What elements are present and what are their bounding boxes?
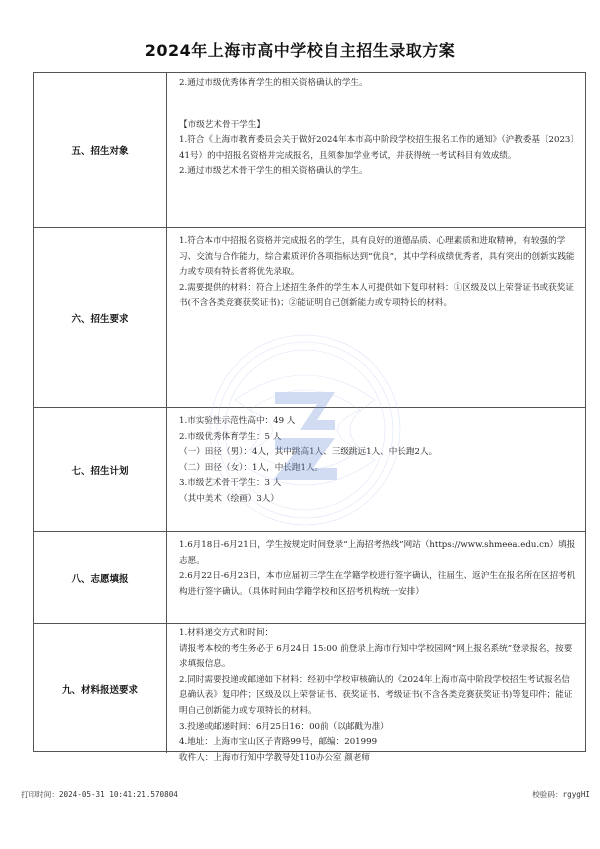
paragraph: 2.同时需要投递或邮递如下材料：经初中学校审核确认的《2024年上海市高中阶段学校招生考试报名信息确认表》复印件；区级及以上荣誉证书、获奖证书、考级证书(不含各类竞赛获奖证书)等复印件；能证明自己创新能力或专项特长的材料。 [179, 674, 573, 716]
admission-table [33, 72, 586, 763]
page-title: 2024年上海市高中学校自主招生录取方案 [144, 41, 456, 60]
check-code: 校验码：rgygHI [532, 790, 590, 799]
row-label: 六、招生要求 [34, 228, 167, 407]
row-label: 七、招生计划 [34, 408, 167, 531]
paragraph: 2.市级优秀体育学生：5 人 [179, 431, 282, 442]
row-label: 五、招生对象 [34, 73, 167, 227]
table-row [34, 623, 585, 763]
table-row [34, 73, 585, 227]
paragraph: 1.材料递交方式和时间： [179, 628, 274, 638]
paragraph: 3.市级艺术骨干学生：3 人 [179, 478, 282, 489]
table-row [34, 531, 585, 623]
paragraph: 2.6月22日-6月23日，本市应届初三学生在学籍学校进行签字确认，往届生、返沪生在报名所在区招考机构进行签字确认。（具体时间由学籍学校和区招考机构统一安排） [179, 571, 576, 597]
row-label: 八、志愿填报 [34, 532, 167, 623]
paragraph: 【市级艺术骨干学生】 [179, 119, 265, 130]
row-label: 九、材料报送要求 [34, 624, 167, 753]
paragraph: 1.6月18日-6月21日，学生按规定时间登录“上海招考热线”网站（https://www.shmeea.edu.cn）填报志愿。 [179, 540, 576, 566]
row-content [168, 532, 585, 623]
print-time: 打印时间：2024-05-31 10:41:21.570804 [21, 790, 178, 799]
paragraph: 1.符合《上海市教育委员会关于做好2024年本市高中阶段学校招生报名工作的通知》（沪教委基〔2023〕41号）的中招报名资格并完成报名，且须参加学业考试，并获得统一考试科目有效成绩。 [179, 135, 575, 161]
paragraph: （一）田径（男）：4人，其中跳高1人、三级跳远1人、中长跑2人。 [179, 447, 438, 458]
row-content [168, 408, 585, 531]
paragraph: （二）田径（女）：1人，中长跑1人。 [179, 462, 324, 473]
paragraph: 请报考本校的考生务必于 6月24日 15:00 前登录上海市行知中学校园网“网上报名系统”登录报名，按要求填报信息。 [179, 643, 573, 670]
table-row [34, 407, 585, 531]
row-content [168, 624, 585, 763]
table-row [34, 227, 585, 407]
paragraph: 收件人：上海市行知中学教导处110办公室 颜老师 [179, 752, 371, 763]
paragraph: 1.符合本市中招报名资格并完成报名的学生，具有良好的道德品质、心理素质和进取精神，有较强的学习、交流与合作能力，综合素质评价各项指标达到“优良”，其中学科成绩优秀者，具有突出的创新实践能力或专项有特长者将优先录取。 [179, 236, 575, 278]
paragraph: （其中美术（绘画）3人） [179, 493, 279, 504]
paragraph: 2.通过市级优秀体育学生的相关资格确认的学生。 [179, 78, 368, 88]
paragraph: 2.需要提供的材料：符合上述招生条件的学生本人可提供如下复印材料：①区级及以上荣誉证书或获奖证书(不含各类竞赛获奖证书)；②能证明自己创新能力或专项特长的材料。 [179, 282, 574, 309]
paragraph: 4.地址：上海市宝山区子青路99号，邮编：201999 [179, 737, 378, 748]
paragraph: 1.市实验性示范性高中：49 人 [179, 416, 296, 426]
row-content [168, 228, 585, 407]
paragraph: 2.通过市级艺术骨干学生的相关资格确认的学生。 [179, 166, 368, 177]
paragraph: 3.投递或邮递时间：6月25日16：00前（以邮戳为准） [179, 721, 389, 732]
row-content [168, 73, 585, 227]
